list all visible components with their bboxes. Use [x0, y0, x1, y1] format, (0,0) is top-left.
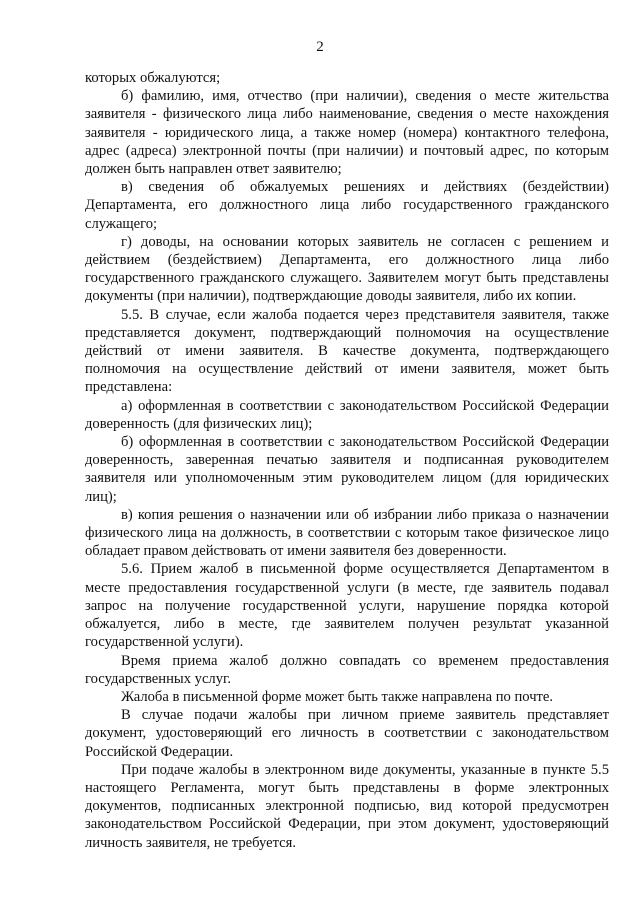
paragraph: В случае подачи жалобы при личном приеме заявитель представляет документ, удостоверяющий его личность в соответствии с законодательством Российской Федерации.: [85, 707, 609, 760]
paragraph: в) копия решения о назначении или об избрании либо приказа о назначении физического лица на должность, в соответствии с которым такое физическое лицо обладает правом действовать от имени заявителя без доверенности.: [85, 506, 609, 560]
paragraph: в) сведения об обжалуемых решениях и действиях (бездействии) Департамента, его должностного лица либо государственного гражданского служащего;: [85, 179, 609, 232]
paragraph: б) фамилию, имя, отчество (при наличии), сведения о месте жительства заявителя - физического лица либо наименование, сведения о месте нахождения заявителя - юридического лица, а также номер (номера) контактного телефона, адрес (адреса) электронной почты (при наличии) и почтовый адрес, по которым должен быть направлен ответ заявителю;: [85, 88, 609, 178]
paragraph: 5.5. В случае, если жалоба подается через представителя заявителя, также представляется документ, подтверждающий полномочия на осуществление действий от имени заявителя. В качестве документа, подтверждающего полномочия на осуществление действий от имени заявителя, может быть представлена:: [85, 306, 609, 396]
paragraph: При подаче жалобы в электронном виде документы, указанные в пункте 5.5 настоящего Регламента, могут быть представлены в форме электронных документов, подписанных электронной подписью, вид которой предусмотрен законодательством Российской Федерации, при этом документ, удостоверяющий личность заявителя, не требуется.: [85, 761, 609, 851]
page-number: 2: [316, 39, 324, 55]
paragraph: 5.6. Прием жалоб в письменной форме осуществляется Департаментом в месте предоставления государственной услуги (в месте, где заявитель подавал запрос на получение государственной услуги, нарушение порядка которой обжалуется, либо в месте, где заявителем получен результат указанной государственной услуги).: [85, 561, 609, 651]
paragraph: которых обжалуются;: [85, 70, 221, 86]
paragraph: Жалоба в письменной форме может быть также направлена по почте.: [121, 688, 554, 705]
paragraph: г) доводы, на основании которых заявитель не согласен с решением и действием (бездействием) Департамента, его должностного лица либо государственного гражданского служащего. Заявителем могут быть представлены документы (при наличии), подтверждающие доводы заявителя, либо их копии.: [85, 233, 609, 305]
paragraph: б) оформленная в соответствии с законодательством Российской Федерации доверенность, заверенная печатью заявителя и подписанная руководителем заявителя или уполномоченным этим руководителем лицом (для юридических лиц);: [85, 434, 609, 505]
paragraph: а) оформленная в соответствии с законодательством Российской Федерации доверенность (для физических лиц);: [85, 397, 609, 432]
paragraph: Время приема жалоб должно совпадать со временем предоставления государственных услуг.: [85, 652, 609, 687]
document-body: [85, 69, 609, 852]
